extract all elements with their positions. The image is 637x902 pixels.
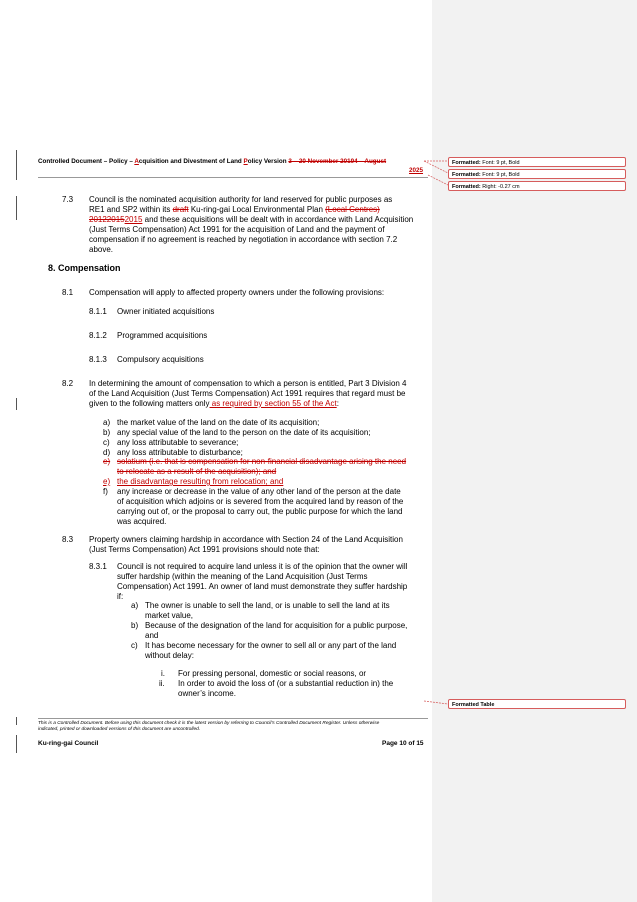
list-marker: d) bbox=[103, 448, 111, 457]
text-line: solatium (i.e. that is compensation for non-financial disadvantage arising the need bbox=[117, 457, 407, 466]
text-line bbox=[89, 205, 429, 215]
clause-number: 8.2 bbox=[62, 379, 74, 388]
text-line: suffer hardship (within the meaning of the Land Acquisition (Just Terms bbox=[117, 572, 368, 581]
header-title: cquisition and Divestment of Land bbox=[138, 158, 244, 165]
clause-8-1-text: Compensation will apply to affected property owners under the following provisions: bbox=[89, 288, 385, 297]
inserted-list-item: the disadvantage resulting from relocation; and bbox=[117, 477, 284, 486]
text-run: Ku-ring-gai Local Environmental Plan bbox=[188, 205, 326, 214]
list-item: any loss attributable to disturbance; bbox=[117, 448, 243, 457]
text-line: Because of the designation of the land for acquisition for a public purpose, bbox=[145, 621, 408, 630]
balloon-value: Right: -0.27 cm bbox=[480, 184, 520, 190]
format-balloon[interactable] bbox=[448, 181, 626, 191]
text-line: to relocate as a result of the acquisition); and bbox=[117, 467, 277, 476]
change-bar bbox=[16, 196, 17, 220]
list-item: Programmed acquisitions bbox=[117, 331, 208, 340]
text-line: above. bbox=[89, 245, 114, 254]
list-item: the market value of the land on the date of its acquisition; bbox=[117, 418, 320, 427]
clause-number: 8.1.1 bbox=[89, 307, 107, 316]
balloon-label: Formatted: bbox=[452, 160, 481, 166]
text-line: Compensation) Act 1991. An owner of land must demonstrate they suffer hardship bbox=[117, 582, 408, 591]
inserted-text: 2015 bbox=[124, 215, 143, 224]
deleted-text: (Local Centres) bbox=[325, 205, 380, 214]
text-line: compensation if no agreement is reached by negotiation in accordance with section 7.2 bbox=[89, 235, 398, 244]
footer-organisation: Ku-ring-gai Council bbox=[38, 740, 99, 747]
clause-number: 8.1.2 bbox=[89, 331, 107, 340]
list-marker: c) bbox=[103, 438, 110, 447]
text-run: given to the following matters only bbox=[89, 399, 210, 408]
text-run: RE1 and SP2 within its bbox=[89, 205, 173, 214]
clause-8-3-1-text bbox=[117, 562, 429, 602]
header-insert: A bbox=[134, 158, 139, 165]
clause-number: 8.1.3 bbox=[89, 355, 107, 364]
list-marker: b) bbox=[103, 428, 111, 437]
balloon-label: Formatted Table bbox=[452, 702, 495, 708]
footer-rule bbox=[38, 718, 428, 719]
header-prefix: Controlled Document – Policy – bbox=[38, 158, 135, 165]
text-line: of acquisition which adjoins or is severed from the acquired land by reason of the bbox=[117, 497, 404, 506]
text-line: In order to avoid the loss of (or a substantial reduction in) the bbox=[178, 679, 394, 688]
balloon-label: Formatted: bbox=[452, 184, 481, 190]
list-item bbox=[178, 679, 393, 699]
deleted-text: draft bbox=[172, 205, 189, 214]
clause-7-3-text bbox=[89, 195, 429, 255]
balloon-label: Formatted: bbox=[452, 172, 481, 178]
header-inserted-year: 2025 bbox=[409, 167, 424, 174]
list-item bbox=[145, 641, 396, 661]
text-run: : bbox=[336, 399, 339, 408]
change-bar bbox=[16, 150, 17, 180]
list-item: Compulsory acquisitions bbox=[117, 355, 204, 364]
list-item: any loss attributable to severance; bbox=[117, 438, 239, 447]
text-line: The owner is unable to sell the land, or is unable to sell the land at its bbox=[145, 601, 390, 610]
list-marker: a) bbox=[103, 418, 111, 427]
list-item: any special value of the land to the person on the date of its acquisition; bbox=[117, 428, 371, 437]
text-line: Council is not required to acquire land unless it is of the opinion that the owner will bbox=[117, 562, 408, 571]
text-line: (Just Terms Compensation) Act 1991 provisions should note that: bbox=[89, 545, 320, 554]
list-item bbox=[145, 621, 407, 641]
list-marker: f) bbox=[103, 487, 108, 496]
list-marker: ii. bbox=[159, 679, 165, 688]
markup-margin-pane bbox=[432, 0, 637, 902]
text-line: (Just Terms Compensation) Act 1991 for the acquisition of Land and the payment of bbox=[89, 225, 385, 234]
text-line: owner’s income. bbox=[178, 689, 236, 698]
text-line: carrying out of, or the proposal to carry out, the public purpose for which the land bbox=[117, 507, 403, 516]
text-line: if: bbox=[117, 592, 124, 601]
text-line: In determining the amount of compensation to which a person is entitled, Part 3 Division 4 bbox=[89, 379, 407, 388]
format-balloon[interactable] bbox=[448, 169, 626, 179]
change-bar bbox=[16, 717, 17, 725]
text-line: This is a Controlled Document. Before using this document check it is the latest version by referring to Council’s Controlled Document Register. Unless otherwise bbox=[38, 721, 380, 726]
header-rule bbox=[38, 177, 428, 178]
text-line: without delay: bbox=[145, 651, 194, 660]
list-marker: a) bbox=[131, 601, 139, 610]
text-line: Council is the nominated acquisition authority for land reserved for public purposes as bbox=[89, 195, 393, 204]
clause-number: 8.3 bbox=[62, 535, 74, 544]
change-bar bbox=[16, 735, 17, 753]
text-line bbox=[89, 215, 429, 225]
controlled-document-note bbox=[38, 721, 430, 733]
format-balloon[interactable] bbox=[448, 699, 626, 709]
text-line bbox=[89, 399, 429, 409]
clause-8-2-text bbox=[89, 379, 429, 409]
format-balloon[interactable] bbox=[448, 157, 626, 167]
inserted-text: as required by section 55 of the Act bbox=[209, 399, 337, 408]
list-marker: i. bbox=[161, 669, 165, 678]
deleted-text: 20122015 bbox=[89, 215, 125, 224]
deleted-list-item bbox=[117, 457, 406, 477]
clause-number: 8.1 bbox=[62, 288, 74, 297]
clause-number: 7.3 bbox=[62, 195, 74, 204]
page-number: Page 10 of 15 bbox=[382, 740, 424, 747]
change-bar bbox=[16, 398, 17, 410]
text-line: Property owners claiming hardship in accordance with Section 24 of the Land Acquisition bbox=[89, 535, 403, 544]
deleted-list-marker: e) bbox=[103, 457, 111, 466]
section-heading: 8. Compensation bbox=[48, 263, 121, 273]
list-item: Owner initiated acquisitions bbox=[117, 307, 215, 316]
header-title: olicy Version bbox=[247, 158, 289, 165]
text-line: and bbox=[145, 631, 159, 640]
text-line: of the Land Acquisition (Just Terms Compensation) Act 1991 requires that regard must be bbox=[89, 389, 406, 398]
list-item: For pressing personal, domestic or social reasons, or bbox=[178, 669, 367, 678]
list-item bbox=[145, 601, 390, 621]
text-line: market value, bbox=[145, 611, 194, 620]
list-marker: b) bbox=[131, 621, 139, 630]
text-line: It has become necessary for the owner to sell all or any part of the land bbox=[145, 641, 397, 650]
page-header bbox=[38, 158, 386, 165]
header-deleted-version: 3 – 20 November 20194 – August bbox=[288, 158, 387, 165]
header-insert: P bbox=[243, 158, 248, 165]
balloon-value: Font: 9 pt, Bold bbox=[480, 172, 520, 178]
text-run: and these acquisitions will be dealt with in accordance with Land Acquisition bbox=[142, 215, 414, 224]
text-line: any increase or decrease in the value of any other land of the person at the date bbox=[117, 487, 401, 496]
list-marker: c) bbox=[131, 641, 138, 650]
balloon-value: Font: 9 pt, Bold bbox=[480, 160, 520, 166]
text-line: indicated, printed or downloaded versions of this document are uncontrolled. bbox=[38, 727, 201, 732]
text-line: was acquired. bbox=[117, 517, 167, 526]
inserted-list-marker: e) bbox=[103, 477, 111, 486]
list-item bbox=[117, 487, 427, 527]
clause-8-3-text bbox=[89, 535, 429, 555]
clause-number: 8.3.1 bbox=[89, 562, 107, 571]
